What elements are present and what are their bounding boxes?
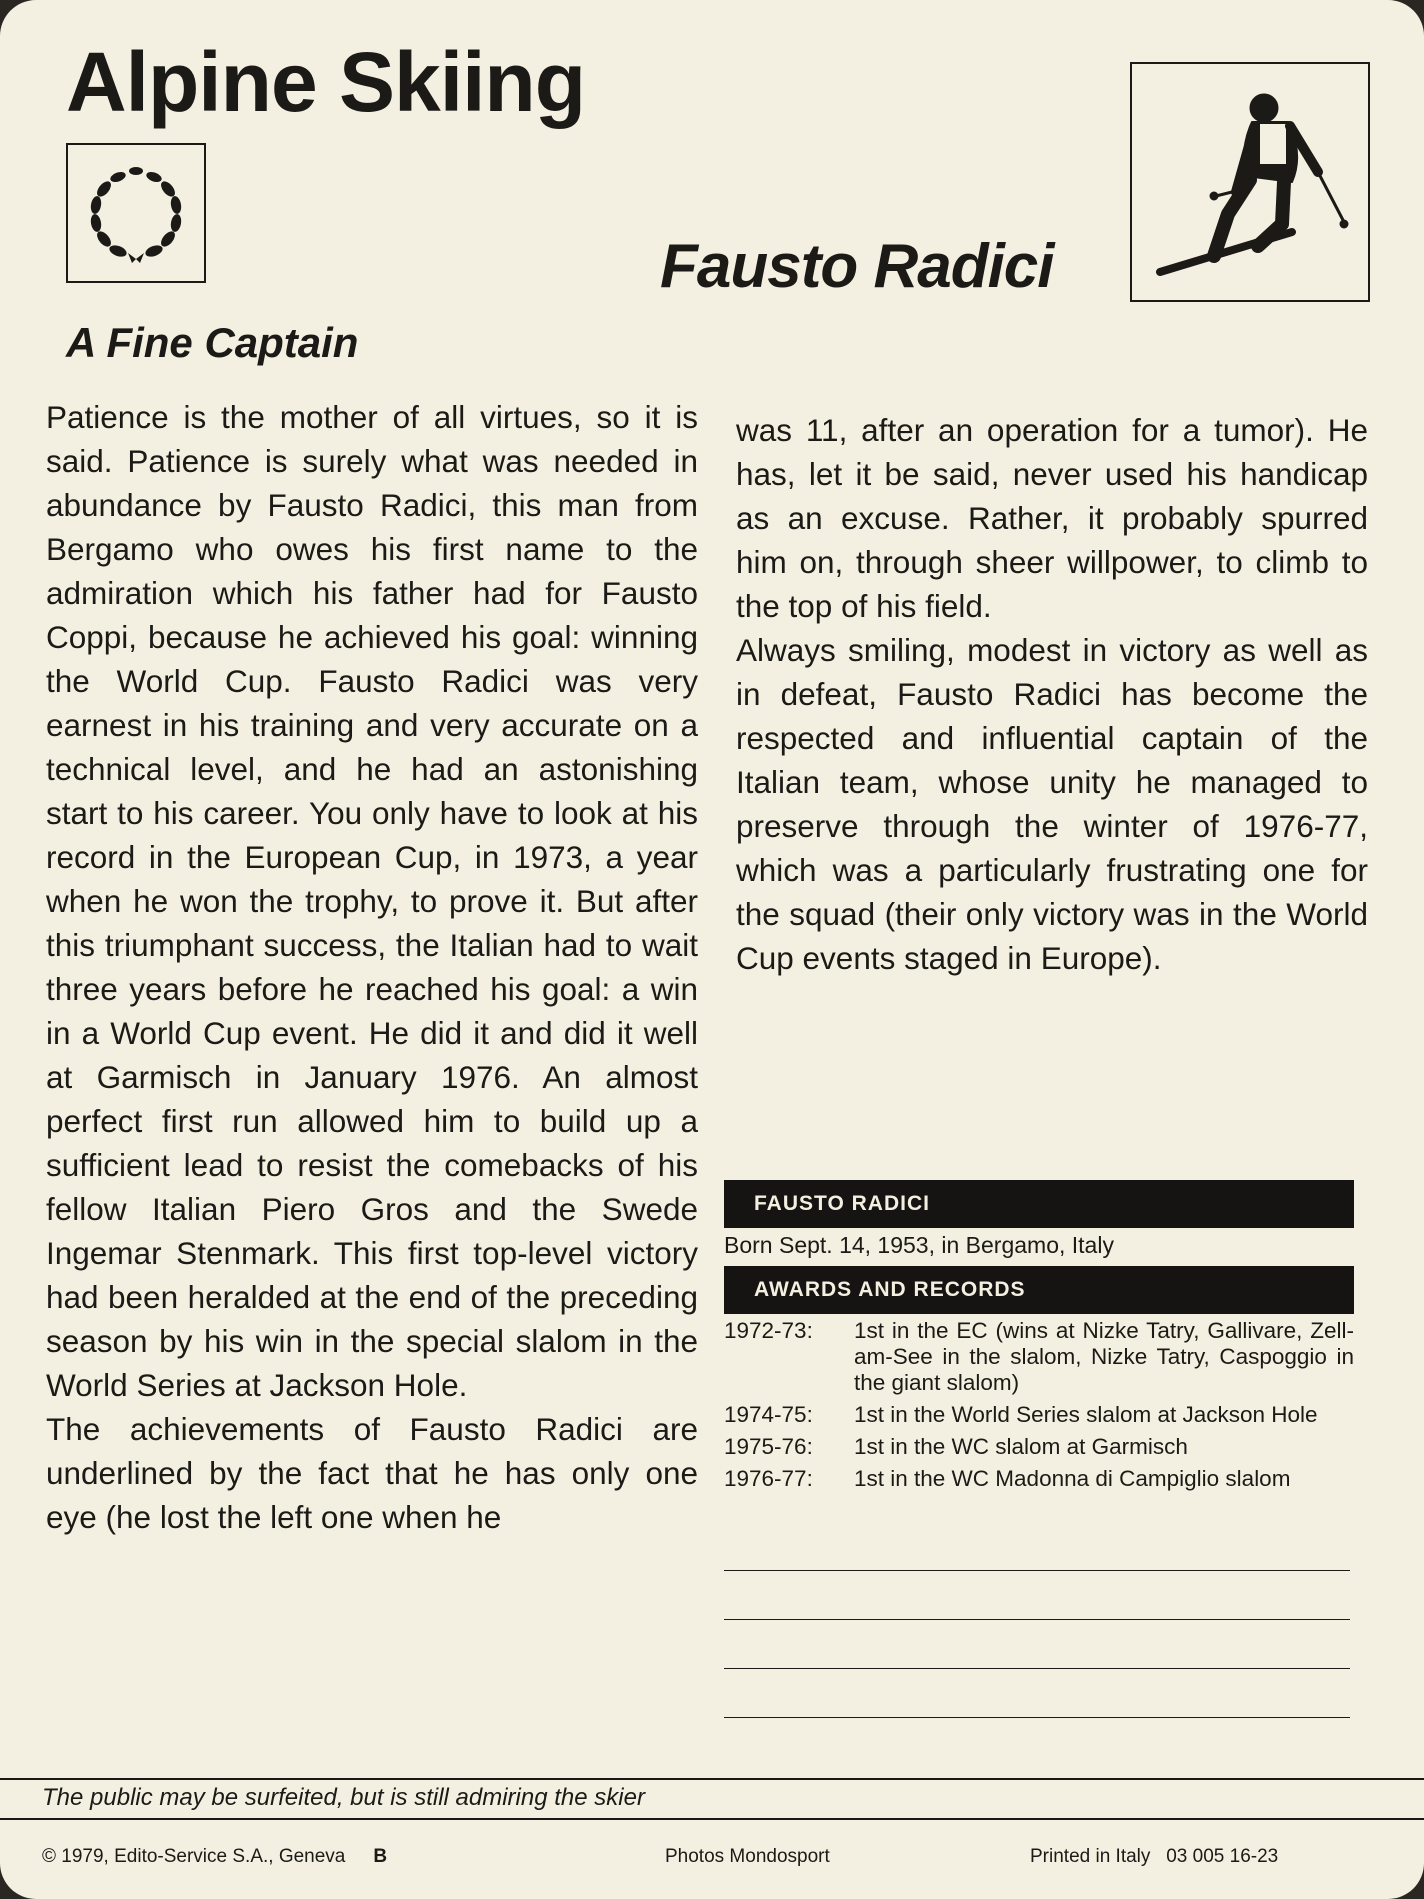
article-subtitle: A Fine Captain (66, 319, 359, 366)
record-text: 1st in the EC (wins at Nizke Tatry, Gallivare, Zell-am-See in the slalom, Nizke Tatry, Caspoggio in the giant slalom) (854, 1318, 1354, 1395)
photo-credit: Photos Mondosport (665, 1846, 830, 1867)
footer-copyright-group (42, 1844, 387, 1870)
record-row (724, 1402, 1354, 1428)
record-season: 1972-73: (724, 1318, 813, 1343)
blank-record-line (724, 1668, 1350, 1669)
awards-header: AWARDS AND RECORDS (724, 1266, 1354, 1314)
skier-pictogram-frame (1130, 62, 1370, 302)
skier-icon (1132, 64, 1368, 300)
record-text: 1st in the WC slalom at Garmisch (854, 1434, 1188, 1459)
records-list (724, 1318, 1354, 1492)
blank-record-line (724, 1717, 1350, 1718)
record-row (724, 1434, 1354, 1460)
record-text: 1st in the WC Madonna di Campiglio slalom (854, 1466, 1291, 1491)
athlete-name: Fausto Radici (660, 232, 1054, 301)
article-paragraph: The achievements of Fausto Radici are underlined by the fact that he has only one eye (he lost the left one when he (46, 1411, 698, 1535)
article-left-column (46, 395, 698, 1539)
laurel-wreath-icon (76, 153, 196, 273)
record-row (724, 1466, 1354, 1492)
caption-divider-top (0, 1778, 1424, 1780)
record-row (724, 1318, 1354, 1396)
birth-info: Born Sept. 14, 1953, in Bergamo, Italy (724, 1232, 1114, 1258)
series-letter: B (373, 1846, 388, 1867)
article-paragraph: Patience is the mother of all virtues, so it is said. Patience is surely what was needed in abundance by Fausto Radici, this man from Bergamo who owes his first name to the admiration which his father had for Fausto Coppi, because he achieved his goal: winning the World Cup. Fausto Radici was very earnest in his training and very accurate on a technical level, and he had an astonishing start to his career. You only have to look at his record in the European Cup, in 1973, a year when he won the trophy, to prove it. But after this triumphant success, the Italian had to wait three years before he reached his goal: a win in a World Cup event. He did it and did it well at Garmisch in January 1976. An almost perfect first run allowed him to build up a sufficient lead to resist the comebacks of his fellow Italian Piero Gros and the Swede Ingemar Stenmark. This first top-level victory had been heralded at the end of the preceding season by his win in the special slalom in the World Series at Jackson Hole. (46, 399, 698, 1403)
article-right-column (736, 408, 1368, 980)
article-paragraph: Always smiling, modest in victory as well as in defeat, Fausto Radici has become the respected and influential captain of the Italian team, whose unity he managed to preserve through the winter of 1976-77, which was a particularly frustrating one for the squad (their only victory was in the World Cup events staged in Europe). (736, 632, 1368, 976)
stats-name-header: FAUSTO RADICI (724, 1180, 1354, 1228)
photo-caption: The public may be surfeited, but is still admiring the skier (42, 1784, 645, 1811)
stats-box (724, 1180, 1354, 1498)
blank-record-line (724, 1570, 1350, 1571)
copyright-text: © 1979, Edito-Service S.A., Geneva (42, 1846, 346, 1867)
laurel-wreath-frame (66, 143, 206, 283)
record-season: 1976-77: (724, 1466, 813, 1491)
record-season: 1975-76: (724, 1434, 813, 1459)
print-info: Printed in Italy 03 005 16-23 (1030, 1846, 1279, 1867)
sport-title: Alpine Skiing (66, 35, 586, 129)
blank-record-line (724, 1619, 1350, 1620)
caption-divider-bottom (0, 1818, 1424, 1820)
article-paragraph: was 11, after an operation for a tumor). He has, let it be said, never used his handicap as an excuse. Rather, it probably spurred him on, through sheer willpower, to climb to the top of his field. (736, 412, 1368, 624)
record-season: 1974-75: (724, 1402, 813, 1427)
record-text: 1st in the World Series slalom at Jackson Hole (854, 1402, 1318, 1427)
